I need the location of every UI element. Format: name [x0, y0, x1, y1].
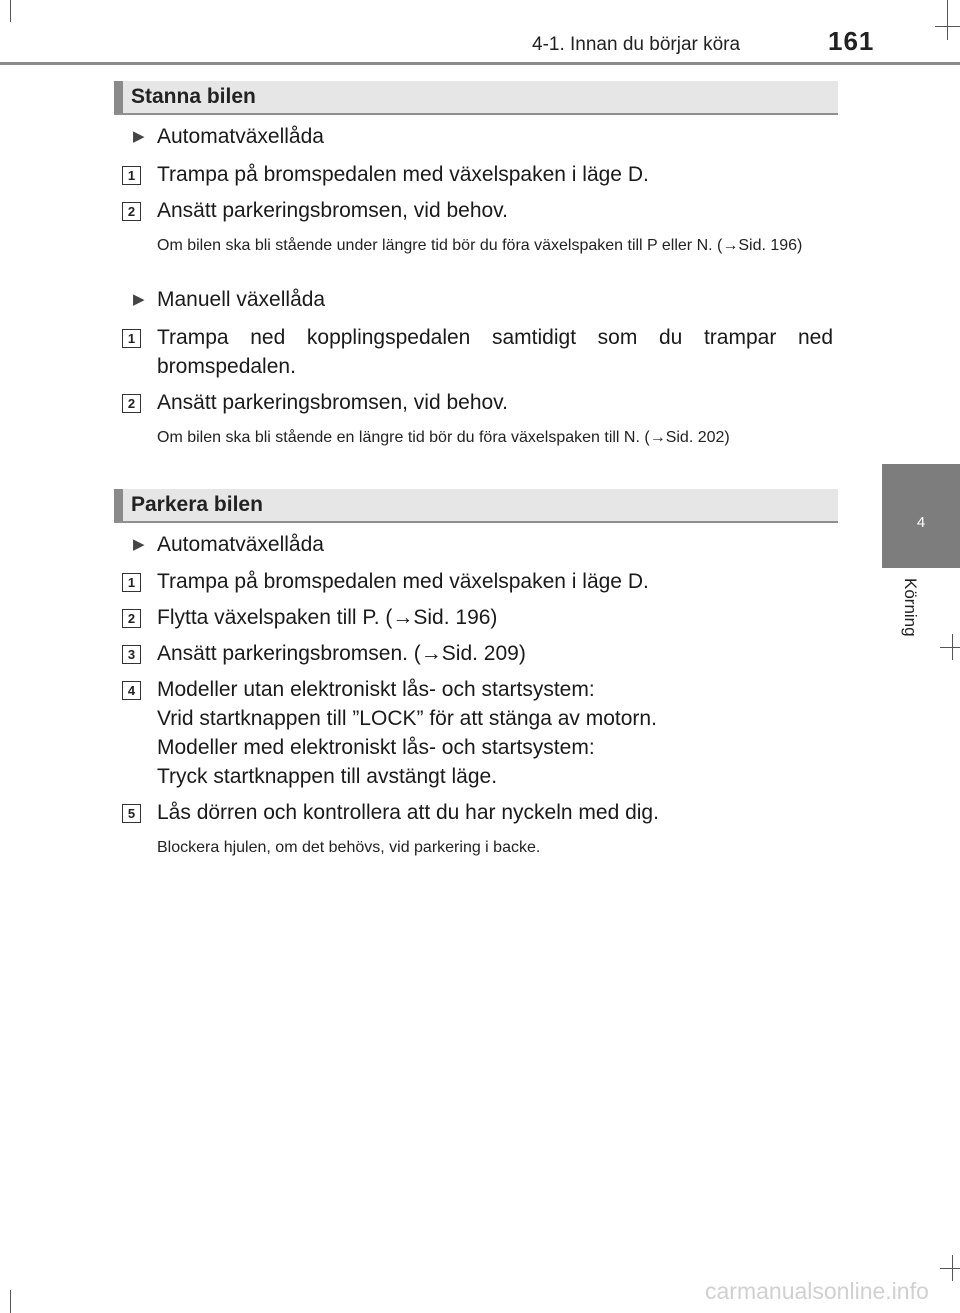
- step-text: Ansätt parkeringsbromsen. (→Sid. 209): [157, 642, 526, 665]
- step-number-box: 2: [122, 609, 141, 628]
- step-number-box: 2: [122, 394, 141, 413]
- note-text: Om bilen ska bli stående en längre tid bör du föra växelspaken till N. (→Sid. 202): [157, 429, 730, 446]
- triangle-bullet-icon: ▶: [133, 128, 145, 145]
- step-line: Tryck startknappen till avstängt läge.: [157, 765, 498, 788]
- note-text: Om bilen ska bli stående under längre tid bör du föra växelspaken till P eller N. (→Sid. 196): [157, 237, 803, 254]
- step-number-box: 1: [122, 329, 141, 348]
- step-line: Modeller med elektroniskt lås- och startsystem:: [157, 736, 595, 759]
- subheading-automatic: [133, 533, 324, 557]
- step-text: Trampa ned kopplingspedalen samtidigt som du trampar ned bromspedalen.: [157, 326, 833, 378]
- chapter-tab: [882, 464, 960, 568]
- subheading-automatic: [133, 125, 324, 149]
- triangle-bullet-icon: ▶: [133, 291, 145, 308]
- step-number-box: 2: [122, 202, 141, 221]
- section-title: Stanna bilen: [131, 85, 256, 108]
- step-number-box: 1: [122, 166, 141, 185]
- step-text-multiline: [157, 675, 833, 791]
- subheading-label: Automatväxellåda: [157, 125, 324, 148]
- step-text: Ansätt parkeringsbromsen, vid behov.: [157, 199, 508, 222]
- section-heading-stop: [114, 81, 838, 115]
- subheading-manual: [133, 288, 325, 312]
- step-line: Modeller utan elektroniskt lås- och startsystem:: [157, 678, 595, 701]
- crop-mark: [940, 647, 960, 648]
- step-number-box: 3: [122, 645, 141, 664]
- section-heading-park: [114, 489, 838, 523]
- chapter-label: Körning: [901, 578, 920, 637]
- note-text: Blockera hjulen, om det behövs, vid parkering i backe.: [157, 839, 541, 856]
- header-section-title: 4-1. Innan du börjar köra: [532, 34, 741, 55]
- step-text: Trampa på bromspedalen med växelspaken i läge D.: [157, 163, 649, 186]
- watermark: carmanualsonline.info: [705, 1278, 929, 1304]
- step-line: Vrid startknappen till ”LOCK” för att stänga av motorn.: [157, 707, 657, 730]
- step-number-box: 4: [122, 681, 141, 700]
- step-number-box: 5: [122, 804, 141, 823]
- crop-mark: [10, 1290, 11, 1313]
- chapter-number: 4: [916, 514, 926, 531]
- subheading-label: Automatväxellåda: [157, 533, 324, 556]
- crop-mark: [935, 26, 960, 27]
- step-text: Ansätt parkeringsbromsen, vid behov.: [157, 391, 508, 414]
- step-text: Flytta växelspaken till P. (→Sid. 196): [157, 606, 498, 629]
- step-text: Lås dörren och kontrollera att du har nyckeln med dig.: [157, 801, 659, 824]
- subheading-label: Manuell växellåda: [157, 288, 326, 311]
- step-text: Trampa på bromspedalen med växelspaken i läge D.: [157, 570, 649, 593]
- page-number: 161: [828, 26, 875, 56]
- triangle-bullet-icon: ▶: [133, 536, 145, 553]
- crop-mark: [940, 1268, 960, 1269]
- header-rule: [0, 62, 960, 65]
- crop-mark: [947, 0, 948, 40]
- section-title: Parkera bilen: [131, 493, 263, 516]
- step-number-box: 1: [122, 573, 141, 592]
- crop-mark: [10, 0, 11, 22]
